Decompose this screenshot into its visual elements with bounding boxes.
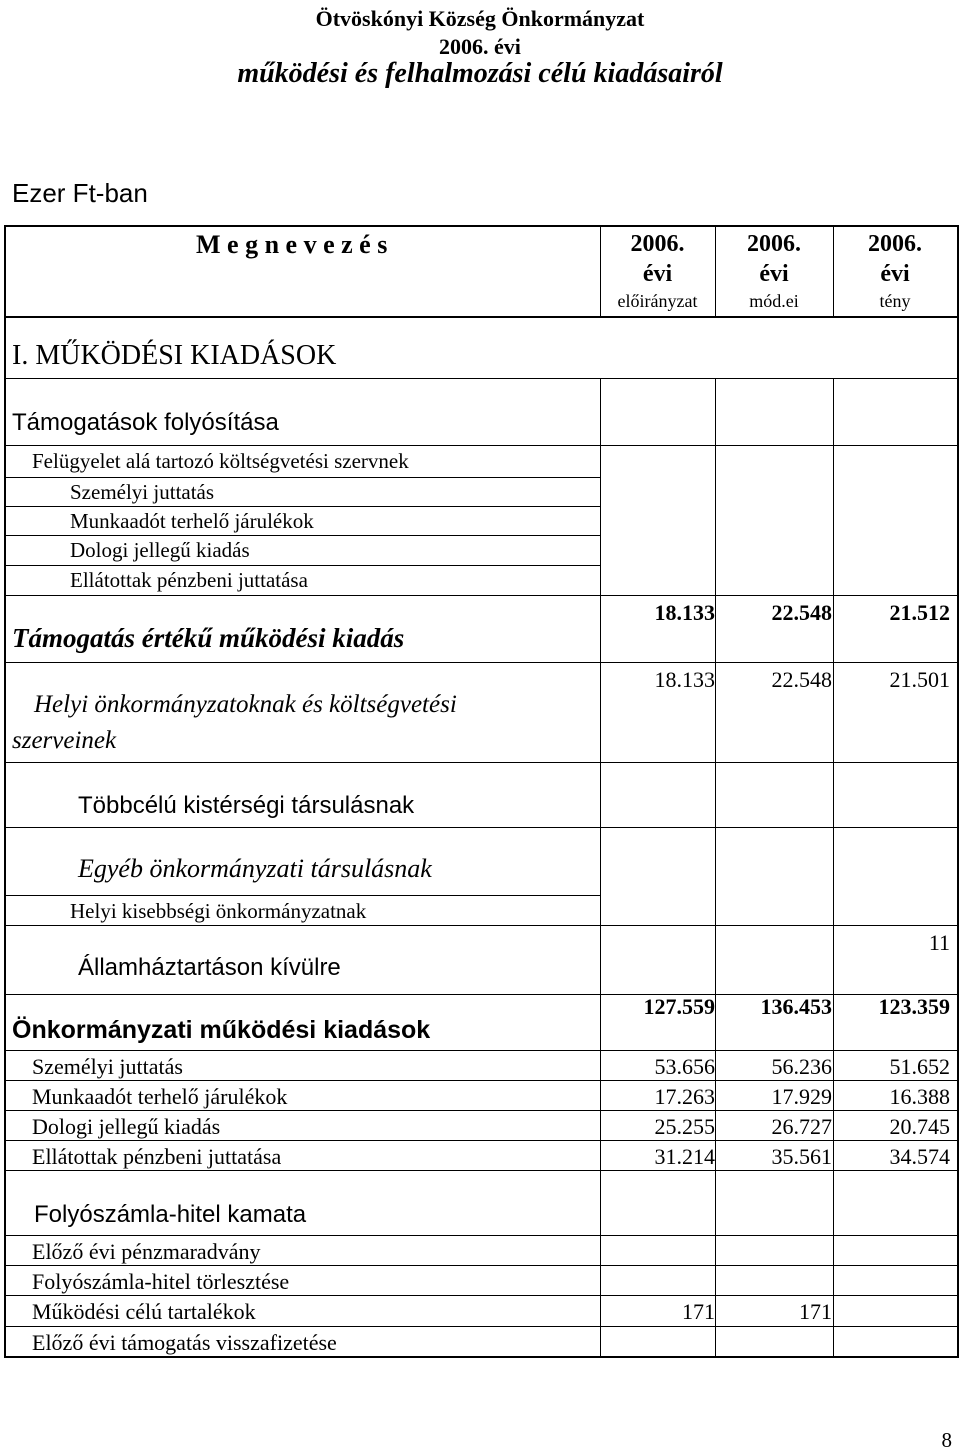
col3-type: tény [879, 291, 911, 311]
row-szemelyi-2: Személyi juttatás [32, 1054, 183, 1079]
szemelyi-2-v2: 56.236 [771, 1054, 832, 1079]
tamogatas-ertek-v2: 22.548 [771, 600, 832, 625]
row-felugyelet: Felügyelet alá tartozó költségvetési szervnek [32, 449, 409, 473]
row-kisebbsegi: Helyi kisebbségi önkormányzatnak [70, 899, 367, 923]
col3-evi: évi [880, 261, 910, 287]
mukodesi-tartalek-v1: 171 [682, 1299, 715, 1324]
row-allamhaz: Államháztartáson kívülre [78, 954, 341, 981]
onk-mukodesi-v3: 123.359 [878, 994, 950, 1019]
row-folyoszamla-kamat: Folyószámla-hitel kamata [34, 1201, 307, 1228]
dologi-2-v3: 20.745 [889, 1114, 950, 1139]
col1-evi: évi [642, 261, 673, 287]
col3-year: 2006. [868, 231, 922, 257]
row-onk-mukodesi: Önkormányzati működési kiadások [12, 1016, 431, 1044]
munkaado-2-v2: 17.929 [771, 1084, 832, 1109]
row-elozo-penzmaradvany: Előző évi pénzmaradvány [32, 1239, 261, 1264]
helyi-onk-v1: 18.133 [654, 667, 715, 692]
row-egyeb: Egyéb önkormányzati társulásnak [78, 854, 432, 883]
row-tamogatasok: Támogatások folyósítása [12, 409, 279, 436]
col1-year: 2006. [630, 231, 685, 257]
row-elozo-tamogatas: Előző évi támogatás visszafizetése [32, 1330, 337, 1355]
helyi-onk-v3: 21.501 [889, 667, 950, 692]
row-folyoszamla-torl: Folyószámla-hitel törlesztése [32, 1269, 290, 1294]
row-ellatottak-1: Ellátottak pénzbeni juttatása [70, 568, 308, 592]
onk-mukodesi-v2: 136.453 [760, 994, 832, 1019]
tamogatas-ertek-v3: 21.512 [889, 600, 950, 625]
ellatottak-2-v3: 34.574 [889, 1144, 950, 1169]
row-helyi-onk-line2: szerveinek [12, 727, 117, 754]
row-dologi-1: Dologi jellegű kiadás [70, 538, 250, 562]
column-header-name: M e g n e v e z é s [196, 230, 388, 259]
row-helyi-onk-line1: Helyi önkormányzatoknak és költségvetési [34, 691, 457, 718]
munkaado-2-v3: 16.388 [889, 1084, 950, 1109]
munkaado-2-v1: 17.263 [654, 1084, 715, 1109]
dologi-2-v2: 26.727 [771, 1114, 832, 1139]
report-year: 2006. évi [439, 34, 521, 59]
ellatottak-2-v2: 35.561 [771, 1144, 832, 1169]
col1-type: előirányzat [617, 291, 698, 311]
allamhaz-v3: 11 [928, 930, 950, 955]
row-mukodesi-tartalek: Működési célú tartalékok [32, 1299, 256, 1324]
col2-type: mód.ei [749, 291, 799, 311]
szemelyi-2-v1: 53.656 [654, 1054, 715, 1079]
szemelyi-2-v3: 51.652 [889, 1054, 950, 1079]
mukodesi-tartalek-v2: 171 [799, 1299, 832, 1324]
col2-year: 2006. [747, 231, 801, 257]
org-name: Ötvöskónyi Község Önkormányzat [315, 6, 645, 31]
row-dologi-2: Dologi jellegű kiadás [32, 1114, 221, 1139]
row-ellatottak-2: Ellátottak pénzbeni juttatása [32, 1144, 282, 1169]
row-tobbcelu: Többcélú kistérségi társulásnak [78, 792, 415, 819]
onk-mukodesi-v1: 127.559 [643, 994, 715, 1019]
unit-label: Ezer Ft-ban [12, 178, 148, 208]
page-number: 8 [941, 1428, 952, 1452]
row-tamogatas-ertek: Támogatás értékű működési kiadás [12, 623, 405, 653]
row-munkaado-2: Munkaadót terhelő járulékok [32, 1084, 288, 1109]
col2-evi: évi [759, 261, 789, 287]
tamogatas-ertek-v1: 18.133 [654, 600, 715, 625]
section-title: I. MŰKÖDÉSI KIADÁSOK [12, 340, 337, 371]
dologi-2-v1: 25.255 [654, 1114, 715, 1139]
ellatottak-2-v1: 31.214 [654, 1144, 715, 1169]
helyi-onk-v2: 22.548 [771, 667, 832, 692]
report-subtitle: működési és felhalmozási célú kiadásairól [237, 58, 723, 89]
row-munkaado-1: Munkaadót terhelő járulékok [70, 509, 314, 533]
expenses-table [4, 225, 959, 1358]
row-szemelyi-1: Személyi juttatás [70, 480, 215, 504]
